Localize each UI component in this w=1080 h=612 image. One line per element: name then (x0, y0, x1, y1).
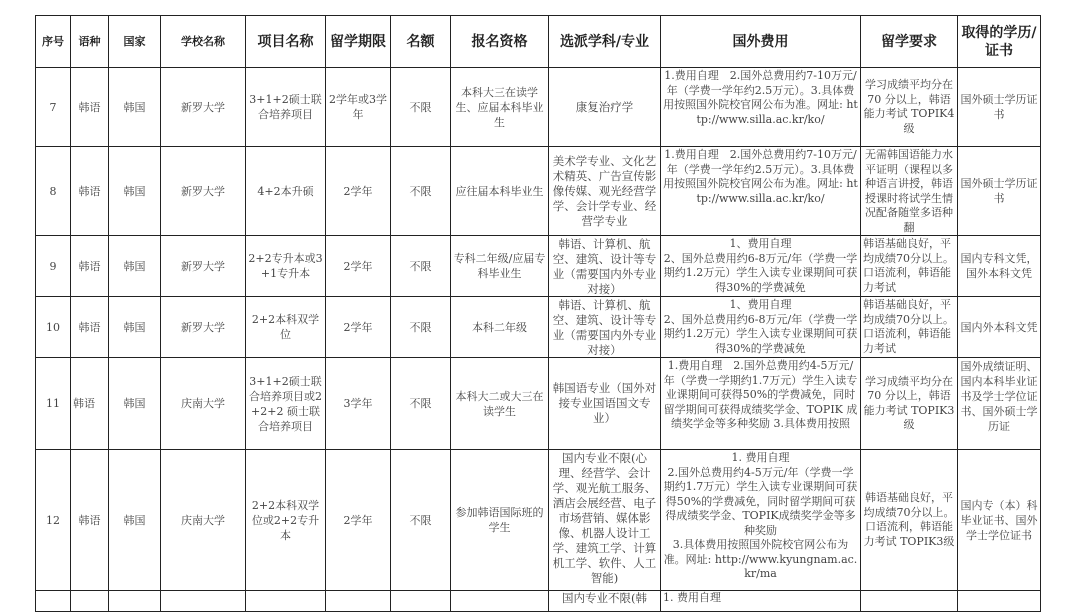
cell-program: 2+2本科双学位 (246, 297, 326, 358)
cell-fees-text: 1.费用自理 2.国外总费用约7-10万元/年（学费一学年约2.5万元）。3.具体费用按照国外院校官网公布为准。网址: http://www.silla.ac.kr/ko/ (663, 148, 858, 205)
cell-fees (661, 358, 861, 450)
table-row (36, 358, 1041, 450)
cell-requirements-text: 无需韩国语能力水平证明（课程以多种语言讲授，韩语授课时将试学生情况配备随堂多语种翻 (865, 148, 953, 234)
cell-certificate: 国内外本科文凭 (958, 297, 1041, 358)
cell-fees: 1. 费用自理 (661, 591, 861, 612)
cell-quota: 不限 (391, 236, 451, 297)
cell-fees (661, 450, 861, 591)
cell-country (109, 591, 161, 612)
cell-requirements: 学习成绩平均分在 70 分以上，韩语能力考试 TOPIK3 级 (861, 358, 958, 450)
cell-language (71, 591, 109, 612)
cell-major-text: 韩语、计算机、航空、建筑、设计等专业（需要国内外专业对接） (552, 298, 657, 356)
cell-fees (661, 236, 861, 297)
cell-duration (326, 591, 391, 612)
cell-major-text: 国内专业不限(心理、经营学、会计学、观光航工服务、酒店会展经营、电子市场营销、媒体影像、机器人设计工学、建筑工学、计算机工学、软件、人工智能) (552, 451, 657, 585)
cell-certificate: 国外硕士学历证书 (958, 147, 1041, 236)
cell-eligibility: 专科二年级/应届专科毕业生 (451, 236, 549, 297)
header-cell-major: 选派学科/专业 (549, 16, 661, 68)
cell-no: 10 (36, 297, 71, 358)
cell-requirements (861, 591, 958, 612)
cell-major (549, 450, 661, 591)
cell-quota: 不限 (391, 68, 451, 147)
cell-no: 8 (36, 147, 71, 236)
cell-school (161, 591, 246, 612)
cell-major: 韩国语专业（国外对接专业国语国文专业） (549, 358, 661, 450)
cell-certificate: 国内专科文凭，国外本科文凭 (958, 236, 1041, 297)
header-cell-country: 国家 (109, 16, 161, 68)
table-row (36, 591, 1041, 612)
table-row (36, 68, 1041, 147)
cell-requirements: 韩语基础良好，平均成绩70分以上。口语流利，韩语能力考试 TOPIK3级 (861, 450, 958, 591)
cell-no: 9 (36, 236, 71, 297)
table-row (36, 450, 1041, 591)
header-cell-fees: 国外费用 (661, 16, 861, 68)
cell-eligibility: 应往届本科毕业生 (451, 147, 549, 236)
fees-line: 2、国外总费用约6-8万元/年（学费一学期约1.2万元）学生入读专业课期间可获得30%的学费减免 (663, 251, 858, 294)
cell-country: 韩国 (109, 358, 161, 450)
cell-requirements (861, 147, 958, 236)
cell-language: 韩语 (71, 450, 109, 591)
cell-duration: 2学年 (326, 147, 391, 236)
header-cell-duration: 留学期限 (326, 16, 391, 68)
cell-school: 庆南大学 (161, 358, 246, 450)
program-table-sheet (35, 15, 1041, 612)
cell-duration: 3学年 (326, 358, 391, 450)
cell-country: 韩国 (109, 450, 161, 591)
cell-requirements: 学习成绩平均分在 70 分以上，韩语能力考试 TOPIK4 级 (861, 68, 958, 147)
cell-major (549, 236, 661, 297)
header-cell-school: 学校名称 (161, 16, 246, 68)
cell-duration: 2学年 (326, 297, 391, 358)
header-cell-certificate: 取得的学历/证书 (958, 16, 1041, 68)
cell-major (549, 297, 661, 358)
cell-duration: 2学年或3学年 (326, 68, 391, 147)
cell-certificate-text: 国外成绩证明、国内本科毕业证书及学士学位证书、国外硕士学历证 (960, 360, 1038, 433)
header-cell-language: 语种 (71, 16, 109, 68)
cell-certificate (958, 591, 1041, 612)
header-cell-requirements: 留学要求 (861, 16, 958, 68)
fees-line: 1、费用自理 (729, 237, 792, 250)
cell-program: 3+1+2硕士联合培养项目 (246, 68, 326, 147)
header-row (36, 16, 1041, 68)
cell-quota: 不限 (391, 147, 451, 236)
header-cell-program: 项目名称 (246, 16, 326, 68)
cell-country: 韩国 (109, 297, 161, 358)
cell-program: 3+1+2硕士联合培养项目或2+2+2 硕士联合培养项目 (246, 358, 326, 450)
fees-line: 2.国外总费用约4-5万元/年（学费一学期约1.7万元）学生入读专业课期间可获得50%的学费减免，同时留学期间可获得成绩奖学金、TOPIK成绩奖学金等多种奖励 (663, 465, 858, 537)
cell-eligibility: 本科大二或大三在读学生 (451, 358, 549, 450)
cell-requirements-text: 韩语基础良好，平均成绩70分以上。口语流利，韩语能力考试 (863, 237, 954, 294)
cell-language: 韩语 (71, 358, 109, 450)
fees-line: 2、国外总费用约6-8万元/年（学费一学期约1.2万元）学生入读专业课期间可获得30%的学费减免 (663, 312, 858, 355)
table-row (36, 236, 1041, 297)
header-cell-no: 序号 (36, 16, 71, 68)
cell-eligibility: 本科二年级 (451, 297, 549, 358)
cell-school: 新罗大学 (161, 236, 246, 297)
cell-major: 国内专业不限(韩 (549, 591, 661, 612)
cell-country: 韩国 (109, 236, 161, 297)
cell-country: 韩国 (109, 68, 161, 147)
cell-fees (661, 147, 861, 236)
cell-program: 2+2本科双学位或2+2专升本 (246, 450, 326, 591)
cell-fees-text: 1.费用自理 2.国外总费用约4-5万元/年（学费一学期约1.7万元）学生入读专业课期间可获得50%的学费减免，同时留学期间可获得成绩奖学金、TOPIK 成绩奖学金等多种奖励 3.具体费用按照 (663, 359, 858, 430)
table-row (36, 147, 1041, 236)
cell-no: 7 (36, 68, 71, 147)
header-cell-eligibility: 报名资格 (451, 16, 549, 68)
cell-quota (391, 591, 451, 612)
study-abroad-program-table (35, 15, 1041, 612)
cell-program: 2+2专升本或3+1专升本 (246, 236, 326, 297)
cell-quota: 不限 (391, 450, 451, 591)
cell-fees-text: 1.费用自理 2.国外总费用约7-10万元/年（学费一学年约2.5万元）。3.具体费用按照国外院校官网公布为准。网址: http://www.silla.ac.kr/ko/ (663, 69, 858, 126)
cell-requirements-text: 韩语基础良好，平均成绩70分以上。口语流利，韩语能力考试 (863, 298, 954, 355)
cell-major: 康复治疗学 (549, 68, 661, 147)
cell-language: 韩语 (71, 236, 109, 297)
cell-eligibility (451, 591, 549, 612)
cell-school: 新罗大学 (161, 297, 246, 358)
cell-no: 11 (36, 358, 71, 450)
cell-major-text: 韩语、计算机、航空、建筑、设计等专业（需要国内外专业对接） (552, 237, 657, 295)
cell-certificate: 国外硕士学历证书 (958, 68, 1041, 147)
cell-duration: 2学年 (326, 236, 391, 297)
table-row (36, 297, 1041, 358)
cell-fees (661, 297, 861, 358)
cell-eligibility: 参加韩语国际班的学生 (451, 450, 549, 591)
cell-requirements (861, 236, 958, 297)
cell-eligibility: 本科大三在读学生、应届本科毕业生 (451, 68, 549, 147)
cell-country: 韩国 (109, 147, 161, 236)
cell-program: 4+2本升硕 (246, 147, 326, 236)
cell-quota: 不限 (391, 358, 451, 450)
cell-certificate (958, 358, 1041, 450)
fees-line: 1. 费用自理 (731, 451, 790, 464)
cell-language: 韩语 (71, 147, 109, 236)
cell-requirements (861, 297, 958, 358)
cell-fees (661, 68, 861, 147)
cell-major: 美术学专业、文化艺术精英、广告宣传影像传媒、观光经营学学、会计学专业、经营学专业 (549, 147, 661, 236)
cell-school: 新罗大学 (161, 68, 246, 147)
cell-no (36, 591, 71, 612)
header-cell-quota: 名额 (391, 16, 451, 68)
cell-school: 新罗大学 (161, 147, 246, 236)
cell-language: 韩语 (71, 297, 109, 358)
cell-no: 12 (36, 450, 71, 591)
cell-program (246, 591, 326, 612)
cell-school: 庆南大学 (161, 450, 246, 591)
cell-language: 韩语 (71, 68, 109, 147)
cell-certificate: 国内专（本）科毕业证书、国外学士学位证书 (958, 450, 1041, 591)
cell-duration: 2学年 (326, 450, 391, 591)
cell-quota: 不限 (391, 297, 451, 358)
fees-line: 1、费用自理 (729, 298, 792, 311)
fees-line: 3.具体费用按照国外院校官网公布为准。网址: http://www.kyungnam.ac.kr/ma (663, 538, 858, 580)
